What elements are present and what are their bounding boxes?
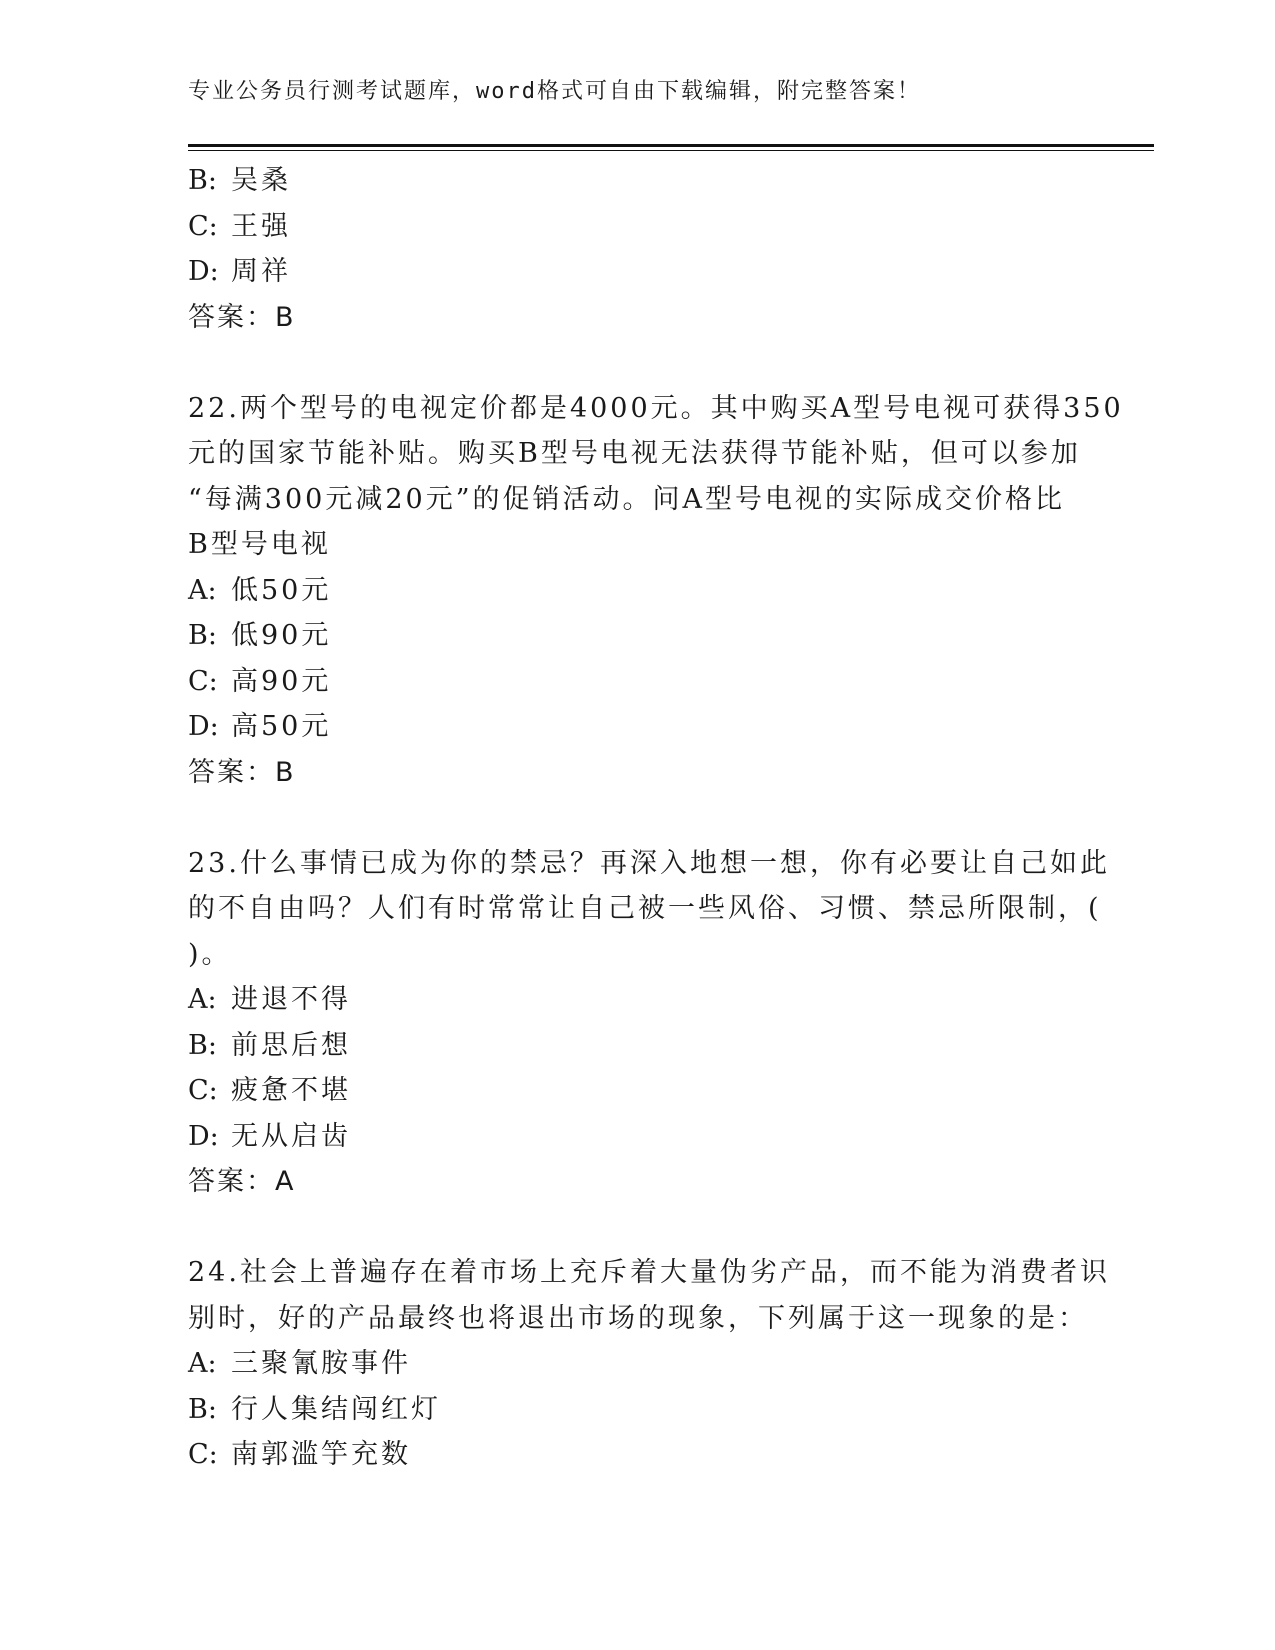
option-line [188,204,1088,250]
option-key: D: [188,1120,219,1152]
question-block [188,386,1124,796]
option-key: D: [188,711,219,742]
option-line [188,704,1088,750]
question-line: 别时，好的产品最终也将退出市场的现象，下列属于这一现象的是： [188,1302,1088,1334]
question-line: B型号电视 [188,529,331,560]
option-key: C: [188,1075,218,1106]
question-block [188,1250,1110,1478]
option-line [188,1387,1088,1433]
option-line [188,613,1088,659]
option-text: 低90元 [231,620,332,651]
option-text: 进退不得 [231,984,351,1015]
option-key: A: [188,574,217,606]
option-text: 无从启齿 [231,1120,351,1152]
block-gap [188,795,1088,841]
option-key: B: [188,620,217,651]
option-key: A: [188,984,217,1015]
option-text: 高90元 [231,665,332,697]
question-block [188,841,1110,1205]
question-content [188,158,1124,1478]
option-line [188,1341,1088,1387]
option-key: B: [188,1029,217,1061]
option-key: C: [188,210,218,242]
question-line: )。 [188,938,232,970]
option-line [188,249,1088,295]
option-text: 三聚氰胺事件 [231,1348,411,1379]
option-text: 高50元 [231,711,332,742]
option-line [188,977,1088,1023]
block-gap [188,1205,1088,1251]
question-line: 22.两个型号的电视定价都是4000元。其中购买A型号电视可获得350 [188,392,1124,424]
option-line [188,1114,1088,1160]
page-header: 专业公务员行测考试题库，word格式可自由下载编辑，附完整答案！ [188,79,921,104]
option-key: A: [188,1348,217,1379]
option-line [188,1023,1088,1069]
question-line: 的不自由吗？人们有时常常让自己被一些风俗、习惯、禁忌所限制，( [188,893,1102,924]
option-line [188,1068,1088,1114]
question-line: 24.社会上普遍存在着市场上充斥着大量伪劣产品，而不能为消费者识 [188,1257,1110,1288]
question-line: “每满300元减20元”的促销活动。问A型号电视的实际成交价格比 [188,483,1065,515]
question-line: 23.什么事情已成为你的禁忌？再深入地想一想，你有必要让自己如此 [188,847,1110,879]
option-line [188,158,1088,204]
header-rule-thin [188,150,1154,151]
option-text: 低50元 [231,574,332,606]
option-text: 南郭滥竽充数 [231,1439,411,1470]
block-gap [188,340,1088,386]
option-key: C: [188,665,218,697]
option-text: 王强 [231,210,291,242]
option-key: B: [188,165,217,196]
option-text: 周祥 [231,256,291,287]
answer-line: 答案：A [188,1166,296,1197]
option-line [188,568,1088,614]
question-block [188,158,1088,340]
header-rule-thick [188,144,1154,147]
option-text: 吴桑 [231,165,291,196]
option-key: D: [188,256,219,287]
option-text: 行人集结闯红灯 [231,1393,441,1425]
answer-line: 答案：B [188,301,296,333]
question-line: 元的国家节能补贴。购买B型号电视无法获得节能补贴，但可以参加 [188,438,1081,469]
option-text: 前思后想 [231,1029,351,1061]
option-line [188,659,1088,705]
option-line [188,1432,1088,1478]
answer-line: 答案：B [188,756,296,788]
option-key: C: [188,1439,218,1470]
option-text: 疲惫不堪 [231,1075,351,1106]
option-key: B: [188,1393,217,1425]
